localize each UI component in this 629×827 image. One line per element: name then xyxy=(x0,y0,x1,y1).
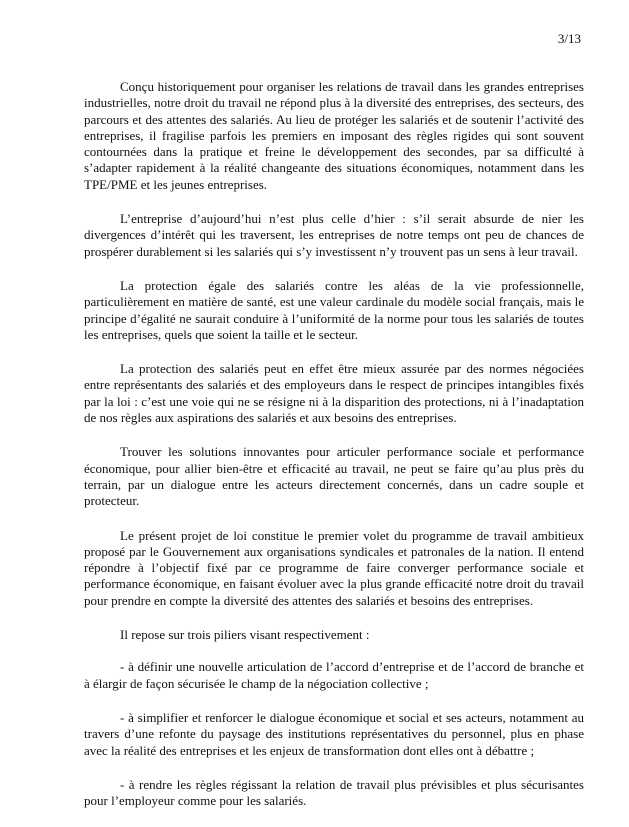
page-number: 3/13 xyxy=(557,31,581,46)
paragraph-4: La protection des salariés peut en effet être mieux assurée par des normes négociées entre représentants des salariés et des employeurs dans le respect de principes intangibles fixés par la loi : c’est une voie qui ne se résigne ni à la disparition des protections, ni à l’inadaptation de nos règles aux aspirations des salariés et aux besoins des entreprises. xyxy=(84,361,584,426)
bullet-item-1: - à définir une nouvelle articulation de l’accord d’entreprise et de l’accord de branche et à élargir de façon sécurisée le champ de la négociation collective ; xyxy=(84,659,584,691)
paragraph-1: Conçu historiquement pour organiser les relations de travail dans les grandes entreprises industrielles, notre droit du travail ne répond plus à la diversité des entreprises, des secteurs, des parcours et des attentes des salariés. Au lieu de protéger les salariés et de soutenir l’activité des entreprises, il fragilise parfois les premiers en imposant des règles rigides qui sont souvent contournées dans la pratique et freine le développement des secondes, par sa difficulté à s’adapter rapidement à la réalité changeante des situations économiques, notamment dans les TPE/PME et les jeunes entreprises. xyxy=(84,79,584,192)
paragraph-6: Le présent projet de loi constitue le premier volet du programme de travail ambitieux proposé par le Gouvernement aux organisations syndicales et patronales de la nation. Il entend répondre à l’objectif fixé par ce programme de faire converger performance sociale et performance économique, en faisant évoluer avec la plus grande efficacité notre droit du travail pour prendre en compte la diversité des attentes des salariés et besoins des entreprises. xyxy=(84,527,584,608)
paragraph-3: La protection égale des salariés contre les aléas de la vie professionnelle, particulièrement en matière de santé, est une valeur cardinale du modèle social français, mais le principe d’égalité ne saurait conduire à l’uniformité de la norme pour tous les salariés de toutes les entreprises, quels que soient la taille et le secteur. xyxy=(84,277,584,342)
list-intro: Il repose sur trois piliers visant respectivement : xyxy=(120,627,370,643)
document-body xyxy=(84,79,584,827)
bullet-item-2: - à simplifier et renforcer le dialogue économique et social et ses acteurs, notamment au travers d’une refonte du paysage des institutions représentatives du personnel, plus en phase avec la réalité des entreprises et les enjeux de transformation dont elles ont à débattre ; xyxy=(84,709,584,758)
paragraph-2: L’entreprise d’aujourd’hui n’est plus celle d’hier : s’il serait absurde de nier les divergences d’intérêt qui les traversent, les entreprises de notre temps ont peu de chances de prospérer durablement si les salariés qui s’y investissent n’y trouvent pas un sens à leur travail. xyxy=(84,211,584,259)
paragraph-5: Trouver les solutions innovantes pour articuler performance sociale et performance économique, pour allier bien-être et efficacité au travail, ne peut se faire qu’au plus près du terrain, par un dialogue entre les acteurs directement concernés, dans un cadre souple et protecteur. xyxy=(84,444,584,509)
bullet-item-3: - à rendre les règles régissant la relation de travail plus prévisibles et plus sécurisantes pour l’employeur comme pour les salariés. xyxy=(84,776,584,809)
